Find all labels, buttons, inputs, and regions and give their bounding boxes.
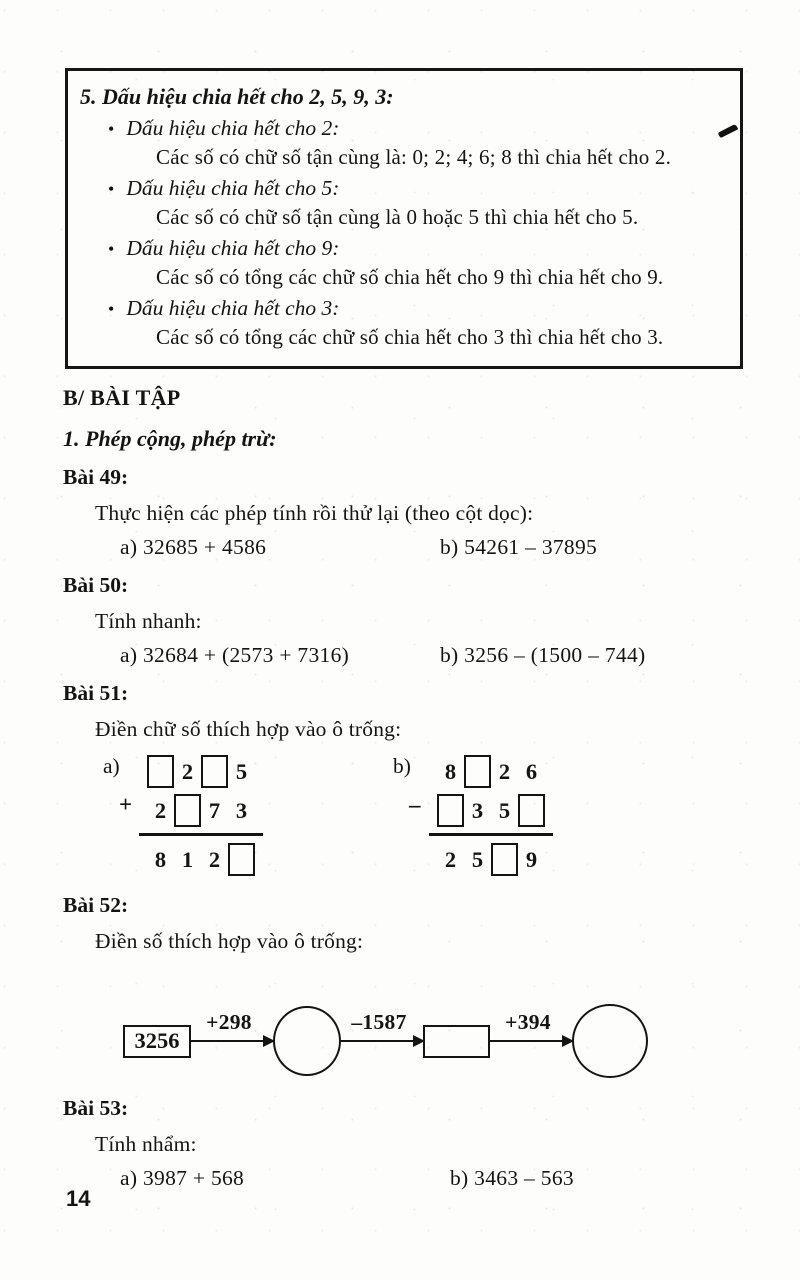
subtrahend-row [429, 791, 553, 830]
arrow-right-icon [191, 1010, 273, 1043]
math-cell: 8 [154, 846, 167, 872]
part-a: a) 32684 + (2573 + 7316) [120, 643, 350, 667]
rule-body: Các số có tổng các chữ số chia hết cho 3 thì chia hết cho 3. [156, 325, 664, 349]
exercise-bai50 [0, 573, 800, 668]
math-cell [174, 791, 201, 830]
math-cell: 6 [525, 758, 538, 784]
exercise-bai49 [0, 465, 800, 560]
bullet-icon: • [108, 239, 115, 259]
section-heading: B/ BÀI TẬP [63, 385, 181, 410]
exercise-bai51 [0, 681, 800, 880]
math-cell: 2 [208, 846, 221, 872]
math-cell: 5 [235, 758, 248, 784]
exercise-instruction: Thực hiện các phép tính rồi thử lại (theo cột dọc): [95, 501, 534, 525]
math-cell [518, 791, 545, 830]
rule-heading: Dấu hiệu chia hết cho 5: [126, 176, 340, 200]
math-cell: 2 [444, 846, 457, 872]
operation-label: –1587 [351, 1010, 407, 1035]
exercise-label: Bài 52: [63, 893, 129, 917]
math-cell: 2 [154, 797, 167, 823]
subsection-heading: 1. Phép cộng, phép trừ: [63, 426, 277, 451]
math-cell: 7 [208, 797, 221, 823]
exercise-instruction: Điền số thích hợp vào ô trống: [95, 929, 364, 953]
sum-row [139, 833, 263, 879]
rule-item-3 [80, 296, 728, 350]
exercise-instruction: Tính nhanh: [95, 609, 202, 633]
rule-body: Các số có chữ số tận cùng là 0 hoặc 5 thì chia hết cho 5. [156, 205, 639, 229]
math-cell [464, 752, 491, 791]
part-b: b) 3256 – (1500 – 744) [440, 643, 646, 667]
blank-circle [273, 1006, 341, 1076]
blank-box [423, 1025, 490, 1058]
rule-heading: Dấu hiệu chia hết cho 9: [126, 236, 340, 260]
addend-row-1 [139, 752, 263, 791]
rule-heading: Dấu hiệu chia hết cho 2: [126, 116, 340, 140]
scanned-page [0, 68, 800, 1280]
part-b: b) 54261 – 37895 [440, 535, 598, 559]
column-addition [103, 752, 263, 880]
math-cell: 9 [525, 846, 538, 872]
math-cell: 2 [181, 758, 194, 784]
flow-diagram [123, 1002, 800, 1080]
bullet-icon: • [108, 119, 115, 139]
addend-row-2 [139, 791, 263, 830]
exercise-label: Bài 50: [63, 573, 129, 597]
part-a: a) 3987 + 568 [120, 1166, 245, 1190]
rule-body: Các số có tổng các chữ số chia hết cho 9 thì chia hết cho 9. [156, 265, 664, 289]
math-cell: 8 [444, 758, 457, 784]
exercise-label: Bài 51: [63, 681, 129, 705]
math-cell [437, 791, 464, 830]
exercise-label: Bài 53: [63, 1096, 129, 1120]
exercise-bai53 [0, 1096, 800, 1191]
bullet-icon: • [108, 179, 115, 199]
math-cell: 5 [471, 846, 484, 872]
part-a: a) 32685 + 4586 [120, 535, 267, 559]
math-cell [201, 752, 228, 791]
rule-heading: Dấu hiệu chia hết cho 3: [126, 296, 340, 320]
page-number: 14 [66, 1186, 91, 1211]
start-value: 3256 [134, 1028, 180, 1053]
minuend-row [429, 752, 553, 791]
box-title: 5. Dấu hiệu chia hết cho 2, 5, 9, 3: [80, 84, 394, 109]
arrow-right-icon [490, 1010, 572, 1043]
blank-circle [572, 1004, 648, 1078]
divisibility-rules-box [65, 68, 743, 369]
arrow-right-icon [341, 1010, 423, 1043]
bullet-icon: • [108, 299, 115, 319]
math-cell [228, 840, 255, 879]
math-cell [491, 840, 518, 879]
math-cell: 1 [181, 846, 194, 872]
column-math-area [0, 752, 800, 880]
exercise-instruction: Điền chữ số thích hợp vào ô trống: [95, 717, 402, 741]
part-label: b) [393, 754, 411, 778]
minus-operator: – [409, 792, 421, 817]
start-box [123, 1025, 191, 1058]
part-b: b) 3463 – 563 [450, 1166, 574, 1190]
math-cell [147, 752, 174, 791]
math-cell: 5 [498, 797, 511, 823]
rule-item-5 [80, 176, 728, 230]
rule-item-9 [80, 236, 728, 290]
operation-label: +394 [505, 1010, 551, 1035]
math-cell: 3 [235, 797, 248, 823]
math-cell: 3 [471, 797, 484, 823]
rule-item-2 [80, 116, 728, 170]
difference-row [429, 833, 553, 879]
exercise-instruction: Tính nhẩm: [95, 1132, 197, 1156]
column-subtraction [393, 752, 553, 880]
operation-label: +298 [206, 1010, 252, 1035]
exercise-bai52 [0, 893, 800, 1080]
exercise-label: Bài 49: [63, 465, 129, 489]
rule-body: Các số có chữ số tận cùng là: 0; 2; 4; 6; 8 thì chia hết cho 2. [156, 145, 672, 169]
math-cell: 2 [498, 758, 511, 784]
part-label: a) [103, 754, 120, 778]
plus-operator: + [119, 792, 133, 817]
